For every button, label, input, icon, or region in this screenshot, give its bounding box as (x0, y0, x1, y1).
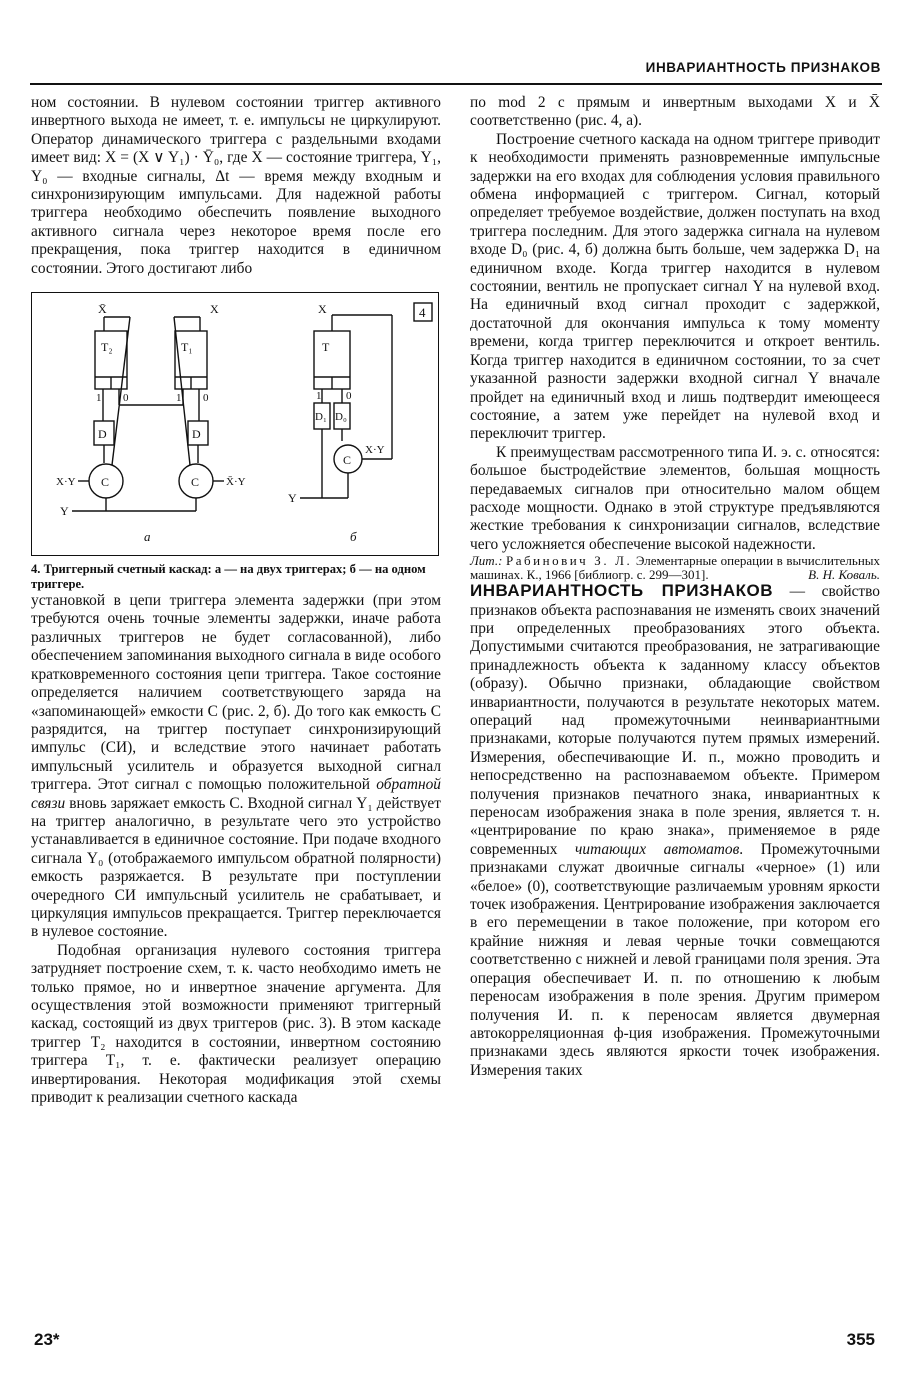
label-one-a1: 1 (96, 392, 102, 405)
label-b: б (350, 529, 357, 545)
label-one-b: 1 (316, 390, 322, 403)
label-c-b: C (343, 453, 352, 468)
right-paragraph-2: Построение счетного каскада на одном триггере приводит к необходимости применять разновременные импульсные задержки на его входах для соблюдения условия правильного обмена информацией с триггером. Сигнал, который определяет требуемое воздействие, должен поступать на вход триггера последним. Для этого задержка сигнала на нулевом входе D₀ (рис. 4, б) должна быть больше, чем задержка D₁ на единичном входе. Когда триггер находится в нулевом состоянии, вентиль не пропускает сигнал Y на нулевой вход. На единичный вход сигнал проходит с задержкой, достаточной для окончания импульса к тому моменту времени, когда триггер переключится и откроет вентиль. Когда триггер находится в единичном состоянии, то за счет указанной разности задержки входной сигнал Y вначале пройдет на единичный вход и лишь подтвердит имеющееся состояние, а затем уже перейдет на нулевой вход и переключит триггер. (470, 130, 880, 443)
label-t1: T₁ (181, 340, 193, 355)
label-c-right: C (191, 475, 200, 490)
article-text-2: . Промежуточными признаками служат двоичные сигналы «черное» (1) или «белое» (0), соответствующие различаемым уровням яркости точек изображения. Центрирование изображения заключается в его перемещении в такое положение, при котором его крайние нижняя и левая черные точки совмещаются соответственно с нижней и левой границами поля зрения. Эта операция обеспечивает И. п. по отношению к любым переносам изображения в поле зрения. Другим примером получения И. п. к переносам является двумерная автокорреляционная ф-ция изображения. Промежуточными признаками здесь являются яркости точек изображения. Измерения таких (470, 840, 880, 1079)
lit-label: Лит.: (470, 553, 503, 569)
right-paragraph-1: по mod 2 с прямым и инвертным выходами X и X̄ соответственно (рис. 4, а). (470, 94, 880, 130)
figure-caption: 4. Триггерный счетный каскад: а — на двух триггерах; б — на одном триггере. (31, 562, 426, 592)
label-xy-b: X·Y (365, 444, 385, 457)
label-d0: D₀ (335, 411, 347, 424)
article-text-1: — свойство признаков объекта распознавания не изменять своих значений при определенных преобразованиях этого объекта. Допустимыми считаются преобразования, не затрагивающие принадлежность объекта к заданному классу объектов (образу). Обычно признаки, обладающие свойством инвариантности, получаются в результате некоторых матем. операций над промежуточными неинвариантными признаками, которые получаются путем прямых измерений. Измерения, обеспечивающие И. п., можно проводить и непосредственно на распознаваемом объекте. Примером получения признаков печатного знака, инвариантных к переносам изображения знака в поле зрения, является т. н. «центрирование по краю знака», применяемое в ряде современных (470, 583, 880, 858)
label-x-b: X (318, 302, 327, 317)
figure-4 (31, 292, 439, 556)
label-d-right: D (192, 427, 201, 442)
label-one-a2: 1 (176, 392, 182, 405)
right-column (470, 94, 880, 1080)
trigger-diagram (32, 293, 438, 555)
lit-author: Рабинович З. Л. (506, 553, 633, 569)
label-y-b: Y (288, 491, 297, 506)
right-paragraph-3: К преимуществам рассмотренного типа И. э. с. относятся: большое быстродействие элементов, большая мощность передаваемых сигналов при относительно малом общем расходе мощности. Однако в этой структуре предъявляются жесткие требования к синхронизации сигналов, вследствие чего усложняется обеспечение высокой надежности. (470, 443, 880, 553)
figure-number: 4 (419, 305, 426, 321)
label-y-a: Y (60, 504, 69, 519)
term-reading-automata: читающих автоматов (575, 840, 740, 858)
label-x-top: X (210, 302, 219, 317)
author-signature: В. Н. Коваль. (808, 567, 880, 583)
label-t2: T₂ (101, 340, 113, 355)
page-number-right: 355 (846, 1330, 875, 1349)
label-a: а (144, 529, 151, 545)
label-zero-a2: 0 (203, 392, 209, 405)
label-d-left: D (98, 427, 107, 442)
label-d1: D₁ (315, 411, 327, 424)
lit-text: Элементарные операции в вычислительных машинах. К., 1966 [библиогр. с. 299—301]. (470, 553, 881, 583)
article-invariance (470, 582, 880, 1080)
article-headword: ИНВАРИАНТНОСТЬ ПРИЗНАКОВ (470, 581, 774, 601)
term-feedback: обратной связи (31, 776, 441, 812)
label-xy-left: X·Y (56, 476, 76, 489)
left-paragraph-1: ном состоянии. В нулевом состоянии триггер активного инвертного выхода не имеет, т. е. импульсы не циркулируют. Оператор динамического триггера с раздельными входами имеет вид: X = (X ∨ Y₁) · Ȳ₀, где X — состояние триггера, Y₁, Y₀ — входные сигналы, Δt — время между входным и синхронизирующим импульсами. Для надежной работы триггера необходимо обеспечить появление выходного активного сигнала через некоторое время после его прекращения, пока триггер находится в единичном состоянии. Этого достигают либо (31, 94, 441, 277)
label-zero-a1: 0 (123, 392, 129, 405)
label-xbar-top: X̄ (98, 302, 107, 317)
running-head: ИНВАРИАНТНОСТЬ ПРИЗНАКОВ (645, 60, 881, 75)
left-paragraph-2-start: установкой в цепи триггера элемента задержки (при этом требуются очень точные элементы задержки, иначе работа различных триггеров не будет согласованной), либо обеспечением запоминания выходного сигнала в виде особого кратковременного состояния цепи триггера. Такое состояние определяется наличием соответствующего заряда на «запоминающей» емкости C (рис. 2, б). До того как емкость C разрядится, на триггер поступает синхронизирующий импульс (СИ), и вследствие этого начинает работать импульсный усилитель и образуется выходной сигнал триггера. Этот сигнал с помощью положительной (31, 592, 441, 794)
label-t: T (322, 340, 330, 355)
label-c-left: C (101, 475, 110, 490)
label-zero-b: 0 (346, 390, 352, 403)
header-rule (30, 83, 882, 85)
left-paragraph-2-end: вновь заряжает емкость C. Входной сигнал Y₁ действует на триггер аналогично, в результате чего это устройство устанавливается в единичное состояние. При подаче входного сигнала Y₀ (отображаемого импульсом обратной полярности) емкость разряжается. В результате при поступлении очередного СИ импульсный усилитель не срабатывает, и циркуляция импульсов прекращается. Триггер переключается в нулевое состояние. (31, 794, 441, 941)
page-number-left: 23* (34, 1330, 60, 1349)
left-paragraph-3: Подобная организация нулевого состояния триггера затрудняет построение схем, т. к. часто необходимо иметь не только прямое, но и инвертное значение аргумента. Для осуществления этой возможности применяют триггерный каскад, состоящий из двух триггеров (рис. 3). В этом каскаде триггер T₂ находится в состоянии, инвертном состоянию триггера T₁, т. е. фактически реализует операцию инвертирования. Некоторая модификация этой схемы приводит к реализации счетного каскада (31, 941, 441, 1107)
literature-reference (470, 554, 880, 582)
left-paragraph-2 (31, 592, 441, 942)
left-column (31, 94, 441, 1107)
label-xbary-right: X̄·Y (226, 476, 246, 489)
